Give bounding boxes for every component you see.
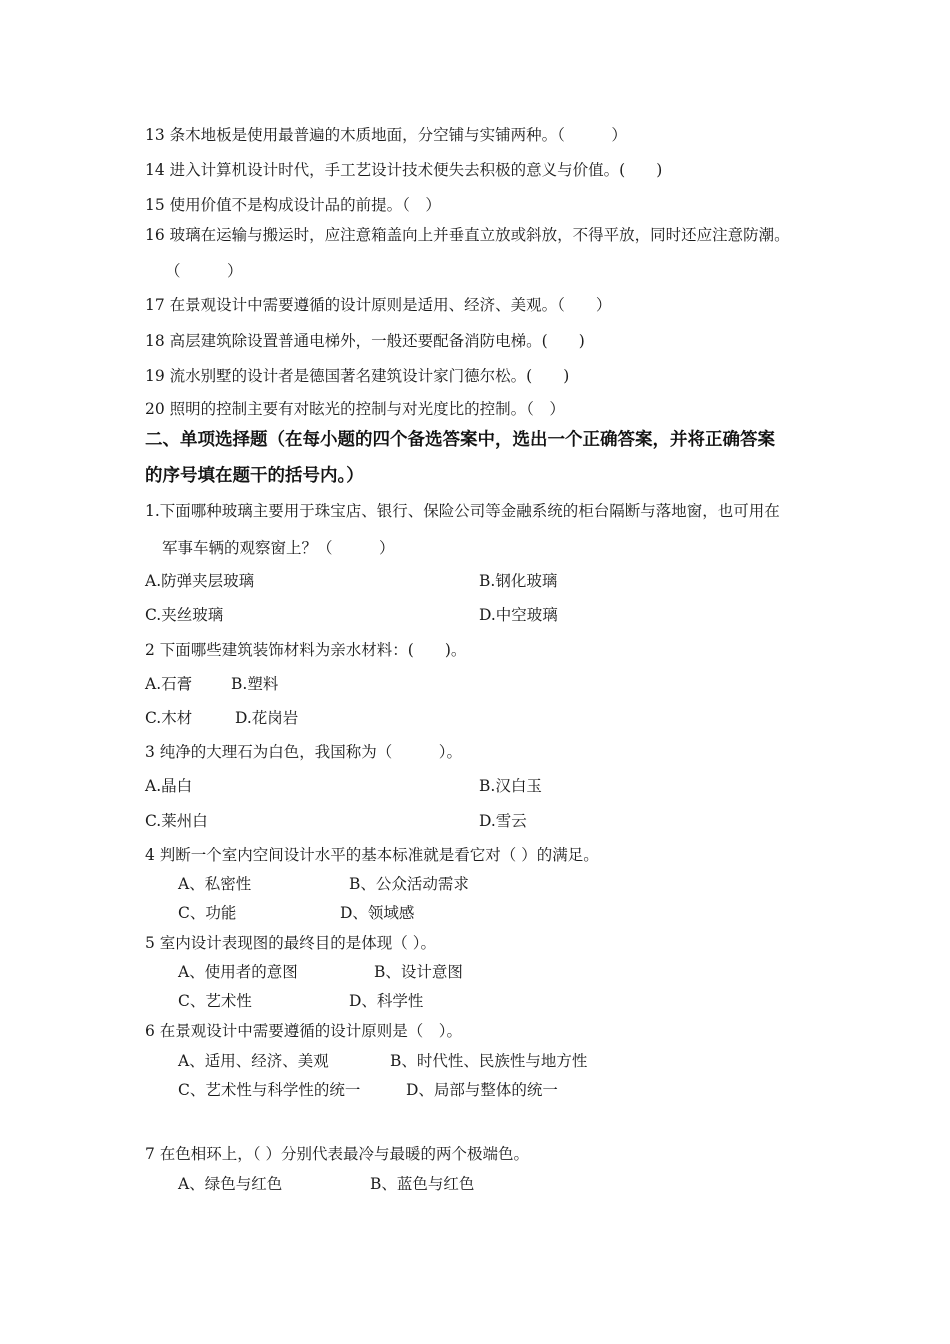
q4-option-b: B、公众活动需求 — [349, 875, 469, 893]
q2-option-c: C.木材 — [145, 709, 193, 727]
q5-option-d: D、科学性 — [349, 992, 424, 1010]
choice-question-1-cont: 军事车辆的观察窗上？（ ） — [162, 539, 395, 557]
q2-option-a: A.石膏 — [145, 675, 193, 693]
question-19: 19 流水别墅的设计者是德国著名建筑设计家门德尔松。( ) — [145, 367, 570, 385]
q6-option-d: D、局部与整体的统一 — [406, 1081, 558, 1099]
choice-question-6: 6 在景观设计中需要遵循的设计原则是（ ）。 — [145, 1022, 463, 1040]
q1-option-c: C.夹丝玻璃 — [145, 606, 224, 624]
q1-option-b: B.钢化玻璃 — [479, 572, 558, 590]
q6-option-b: B、时代性、民族性与地方性 — [390, 1052, 588, 1070]
question-20: 20 照明的控制主要有对眩光的控制与对光度比的控制。（ ） — [145, 400, 565, 418]
choice-question-4: 4 判断一个室内空间设计水平的基本标准就是看它对（ ）的满足。 — [145, 846, 599, 864]
choice-question-3: 3 纯净的大理石为白色，我国称为（ ）。 — [145, 743, 463, 761]
q7-option-b: B、蓝色与红色 — [370, 1175, 475, 1193]
choice-question-2: 2 下面哪些建筑装饰材料为亲水材料：( )。 — [145, 641, 467, 659]
q1-option-a: A.防弹夹层玻璃 — [145, 572, 255, 590]
q4-option-c: C、功能 — [178, 904, 237, 922]
q2-option-b: B.塑料 — [231, 675, 279, 693]
choice-question-5: 5 室内设计表现图的最终目的是体现（ ）。 — [145, 934, 436, 952]
q7-option-a: A、绿色与红色 — [178, 1175, 283, 1193]
question-16-bracket: （ ） — [165, 262, 243, 280]
section-heading: 二、单项选择题（在每小题的四个备选答案中，选出一个正确答案，并将正确答案 — [145, 430, 775, 450]
question-14: 14 进入计算机设计时代，手工艺设计技术便失去积极的意义与价值。( ) — [145, 161, 663, 179]
question-17: 17 在景观设计中需要遵循的设计原则是适用、经济、美观。（ ） — [145, 296, 612, 314]
question-13: 13 条木地板是使用最普遍的木质地面，分空铺与实铺两种。（ ） — [145, 126, 627, 144]
q4-option-d: D、领域感 — [340, 904, 415, 922]
q6-option-c: C、艺术性与科学性的统一 — [178, 1081, 361, 1099]
q3-option-b: B.汉白玉 — [479, 777, 542, 795]
q3-option-a: A.晶白 — [145, 777, 193, 795]
q5-option-c: C、艺术性 — [178, 992, 252, 1010]
q3-option-d: D.雪云 — [479, 812, 527, 830]
choice-question-1: 1.下面哪种玻璃主要用于珠宝店、银行、保险公司等金融系统的柜台隔断与落地窗，也可用在 — [145, 502, 780, 520]
question-16: 16 玻璃在运输与搬运时，应注意箱盖向上并垂直立放或斜放，不得平放，同时还应注意防潮。 — [145, 226, 790, 244]
section-heading-cont: 的序号填在题干的括号内。） — [145, 466, 364, 486]
q5-option-a: A、使用者的意图 — [178, 963, 298, 981]
q6-option-a: A、适用、经济、美观 — [178, 1052, 329, 1070]
q3-option-c: C.莱州白 — [145, 812, 208, 830]
question-18: 18 高层建筑除设置普通电梯外，一般还要配备消防电梯。( ) — [145, 332, 585, 350]
q5-option-b: B、设计意图 — [374, 963, 463, 981]
q2-option-d: D.花岗岩 — [235, 709, 299, 727]
question-15: 15 使用价值不是构成设计品的前提。（ ） — [145, 196, 441, 214]
choice-question-7: 7 在色相环上，（ ）分别代表最冷与最暖的两个极端色。 — [145, 1145, 529, 1163]
q4-option-a: A、私密性 — [178, 875, 252, 893]
q1-option-d: D.中空玻璃 — [479, 606, 558, 624]
